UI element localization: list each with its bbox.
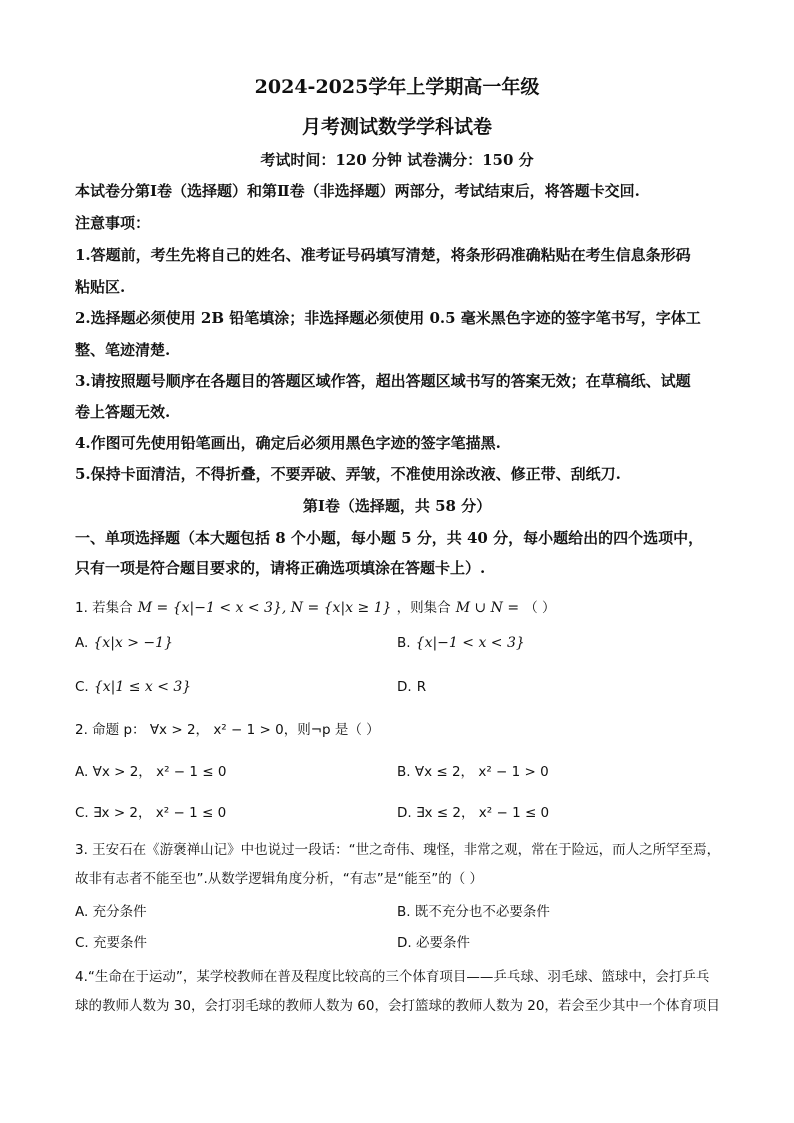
option-math: {x|−1 < x < 3} [415,635,525,651]
question-4-line1: 4.“生命在于运动”，某学校教师在普及程度比较高的三个体育项目——乒乓球、羽毛球、篮球中，会打乒乓 [75,969,710,985]
option-math: R [416,679,427,695]
option-label: D. [397,679,412,695]
notice-heading: 注意事项： [75,214,151,232]
question-2-option-b: B. ∀x ≤ 2， x² − 1 > 0 [397,764,549,780]
option-math: {x|x > −1} [93,635,173,651]
notice-item-3-line2: 卷上答题无效. [75,403,171,421]
notice-item-2-line1: 2.选择题必须使用 2B 铅笔填涂；非选择题必须使用 0.5 毫米黑色字迹的签字笔书写，字体工 [75,309,701,327]
question-4-line2: 球的教师人数为 30，会打羽毛球的教师人数为 60，会打篮球的教师人数为 20，若会至少其中一个体育项目 [75,998,720,1014]
notice-item-3-line1: 3.请按照题号顺序在各题目的答题区域作答，超出答题区域书写的答案无效；在草稿纸、试题 [75,372,691,390]
section1-line2: 只有一项是符合题目要求的，请将正确选项填涂在答题卡上）. [75,559,486,577]
question-1-option-c [75,676,191,695]
option-math: {x|1 ≤ x < 3} [93,679,192,695]
question-3-option-b: B. 既不充分也不必要条件 [397,904,550,920]
option-label: C. [75,679,89,695]
option-label: A. [75,635,89,651]
notice-item-1-line1: 1.答题前，考生先将自己的姓名、准考证号码填写清楚，将条形码准确粘贴在考生信息条形码 [75,246,691,264]
question-3-option-c: C. 充要条件 [75,935,148,951]
question-1-option-b [397,632,525,651]
question-2-option-d: D. ∃x ≤ 2， x² − 1 ≤ 0 [397,805,550,821]
question-1-paren: （ ） [524,600,556,616]
question-1-sets: M = {x|−1 < x < 3}, N = {x|x ≥ 1} [137,600,392,616]
question-3-line1: 3. 王安石在《游褒禅山记》中也说过一段话：“世之奇伟、瑰怪，非常之观，常在于险远，而人之所罕至焉， [75,842,721,858]
question-1-mid: ，则集合 [396,600,451,616]
notice-item-2-line2: 整、笔迹清楚. [75,341,171,359]
notice-item-1-line2: 粘贴区. [75,278,126,296]
exam-title-line2: 月考测试数学学科试卷 [301,116,492,138]
notice-item-5: 5.保持卡面清洁，不得折叠，不要弄破、弄皱，不准使用涂改液、修正带、刮纸刀. [75,465,621,483]
notice-item-4: 4.作图可先使用铅笔画出，确定后必须用黑色字迹的签字笔描黑. [75,434,501,452]
exam-info: 考试时间：120 分钟 试卷满分：150 分 [260,151,534,169]
question-3-line2: 故非有志者不能至也”.从数学逻辑角度分析，“有志”是“能至”的（ ） [75,871,484,887]
question-2-option-a: A. ∀x > 2， x² − 1 ≤ 0 [75,764,227,780]
question-1-option-a [75,632,173,651]
question-1-prefix: 1. 若集合 [75,600,133,616]
question-1-option-d [397,676,426,695]
exam-title-line1: 2024-2025学年上学期高一年级 [254,76,540,98]
part1-heading: 第Ⅰ卷（选择题，共 58 分） [302,497,492,515]
question-3-option-d: D. 必要条件 [397,935,470,951]
intro-text: 本试卷分第Ⅰ卷（选择题）和第Ⅱ卷（非选择题）两部分，考试结束后，将答题卡交回. [75,182,640,200]
option-label: B. [397,635,411,651]
question-2-option-c: C. ∃x > 2， x² − 1 ≤ 0 [75,805,227,821]
question-1-union: M ∪ N = [455,600,520,616]
question-1-stem [75,596,556,616]
section1-line1: 一、单项选择题（本大题包括 8 个小题，每小题 5 分，共 40 分，每小题给出的四个选项中， [75,529,704,547]
question-2-stem: 2. 命题 p： ∀x > 2， x² − 1 > 0，则¬p 是（ ） [75,722,380,738]
question-3-option-a: A. 充分条件 [75,904,147,920]
